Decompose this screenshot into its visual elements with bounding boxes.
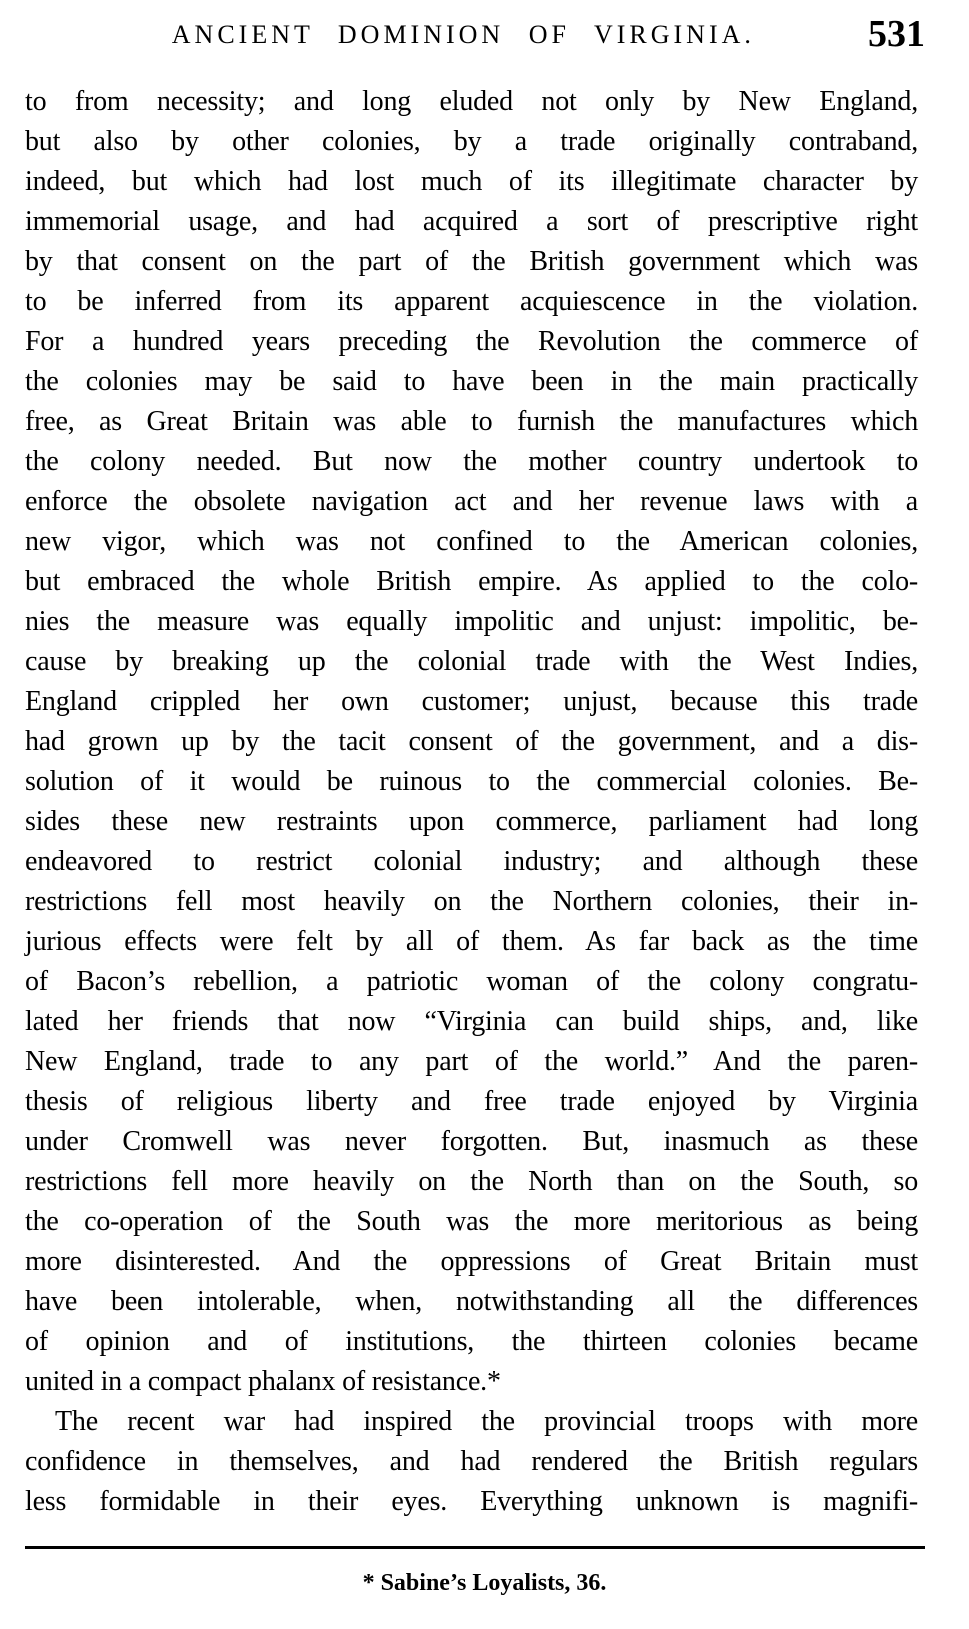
text-line: lated her friends that now “Virginia can build ships, and, like: [25, 1006, 918, 1037]
text-line: more disinterested. And the oppressions of Great Britain must: [25, 1246, 918, 1277]
text-line: but also by other colonies, by a trade originally contraband,: [25, 126, 918, 157]
running-title: ANCIENT DOMINION OF VIRGINIA.: [171, 20, 755, 49]
text-line: The recent war had inspired the provincial troops with more: [55, 1406, 918, 1437]
text-line: restrictions fell most heavily on the Northern colonies, their in-: [25, 886, 918, 917]
paragraph: [25, 1402, 918, 1522]
text-line: For a hundred years preceding the Revolution the commerce of: [25, 326, 918, 357]
page-header: [25, 12, 925, 60]
footnote-divider: [25, 1546, 925, 1549]
text-line: nies the measure was equally impolitic and unjust: impolitic, be-: [25, 606, 918, 637]
text-line: sides these new restraints upon commerce, parliament had long: [25, 806, 918, 837]
text-line: of Bacon’s rebellion, a patriotic woman of the colony congratu-: [25, 966, 918, 997]
text-line: endeavored to restrict colonial industry; and although these: [25, 846, 918, 877]
text-line: the colonies may be said to have been in the main practically: [25, 366, 918, 397]
text-line: have been intolerable, when, notwithstanding all the differences: [25, 1286, 918, 1317]
text-line: solution of it would be ruinous to the commercial colonies. Be-: [25, 766, 918, 797]
footnote: * Sabine’s Loyalists, 36.: [362, 1570, 607, 1596]
text-line: immemorial usage, and had acquired a sort of prescriptive right: [25, 206, 918, 237]
text-line: indeed, but which had lost much of its illegitimate character by: [25, 166, 918, 197]
text-line: England crippled her own customer; unjust, because this trade: [25, 686, 918, 717]
text-line: new vigor, which was not confined to the American colonies,: [25, 526, 918, 557]
text-line: thesis of religious liberty and free trade enjoyed by Virginia: [25, 1086, 918, 1117]
text-line: confidence in themselves, and had rendered the British regulars: [25, 1446, 918, 1477]
text-line: free, as Great Britain was able to furnish the manufactures which: [25, 406, 918, 437]
text-line: the colony needed. But now the mother country undertook to: [25, 446, 918, 477]
text-line: jurious effects were felt by all of them. As far back as the time: [25, 926, 918, 957]
text-line: of opinion and of institutions, the thirteen colonies became: [25, 1326, 918, 1357]
text-line: had grown up by the tacit consent of the government, and a dis-: [25, 726, 918, 757]
text-line: less formidable in their eyes. Everything unknown is magnifi-: [25, 1486, 918, 1517]
paragraph: [25, 82, 918, 1402]
text-line: under Cromwell was never forgotten. But, inasmuch as these: [25, 1126, 918, 1157]
text-line: to be inferred from its apparent acquiescence in the violation.: [25, 286, 918, 317]
text-line: but embraced the whole British empire. As applied to the colo-: [25, 566, 918, 597]
body-text: [25, 82, 918, 1522]
text-line: enforce the obsolete navigation act and her revenue laws with a: [25, 486, 918, 517]
text-line: to from necessity; and long eluded not only by New England,: [25, 86, 918, 117]
text-line: by that consent on the part of the British government which was: [25, 246, 918, 277]
text-line: united in a compact phalanx of resistance.*: [25, 1366, 501, 1397]
text-line: the co-operation of the South was the more meritorious as being: [25, 1206, 918, 1237]
text-line: restrictions fell more heavily on the North than on the South, so: [25, 1166, 918, 1197]
text-line: cause by breaking up the colonial trade with the West Indies,: [25, 646, 918, 677]
text-line: New England, trade to any part of the world.” And the paren-: [25, 1046, 918, 1077]
page-number: 531: [868, 13, 925, 55]
